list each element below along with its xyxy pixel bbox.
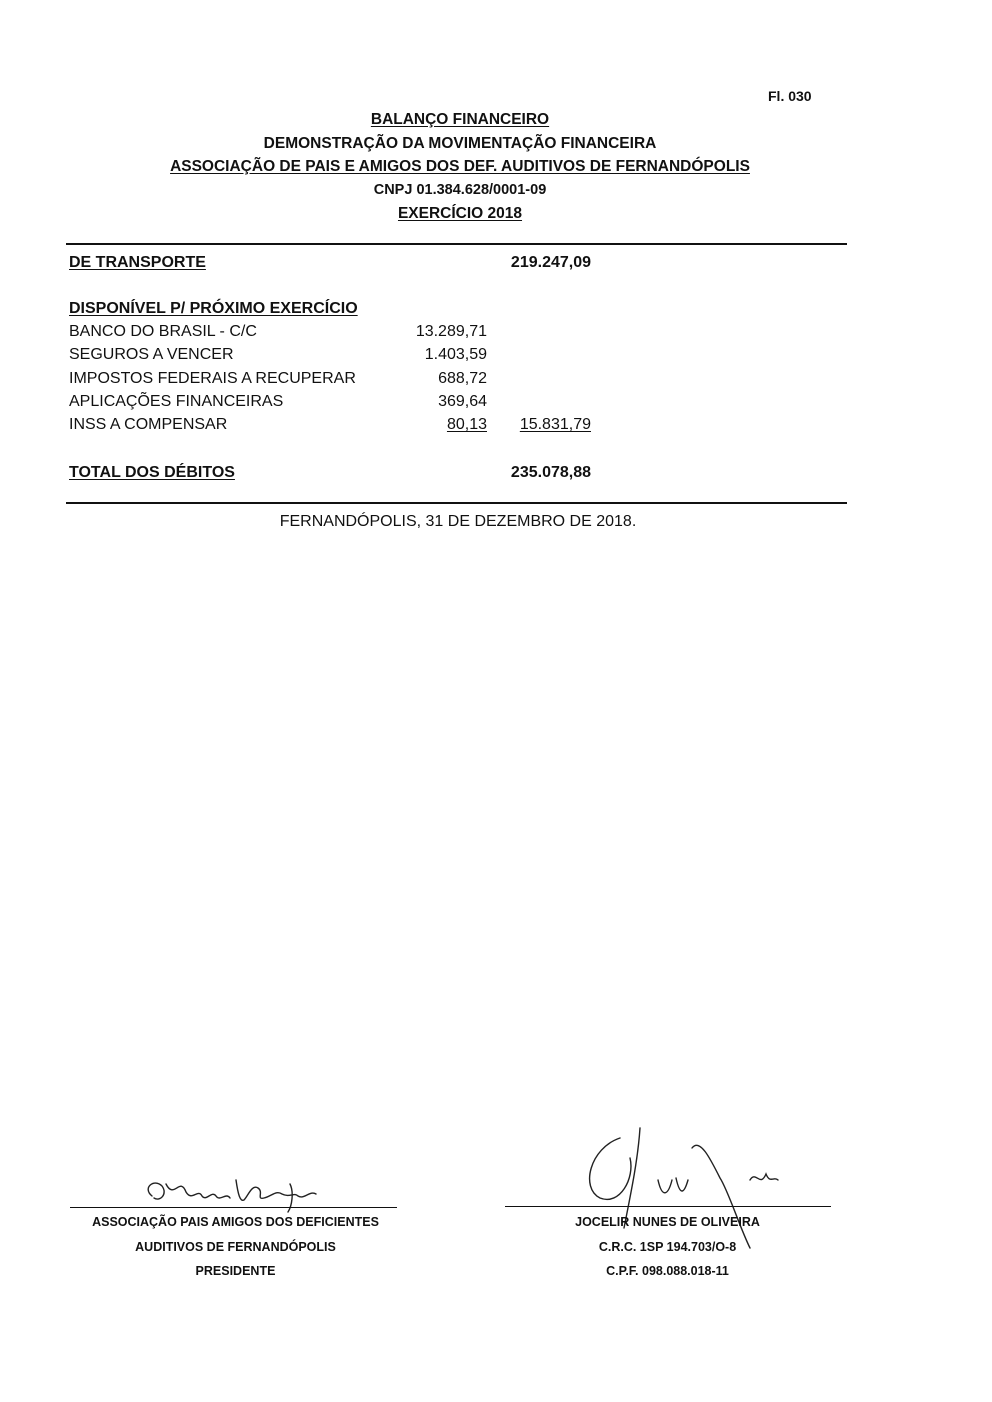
accountant-name: JOCELIR NUNES DE OLIVEIRA: [575, 1215, 760, 1229]
item-label: BANCO DO BRASIL - C/C: [69, 323, 257, 340]
item-value: 688,72: [438, 370, 487, 387]
total-label: TOTAL DOS DÉBITOS: [69, 464, 235, 481]
document-title: BALANÇO FINANCEIRO: [370, 111, 550, 128]
item-label: INSS A COMPENSAR: [69, 416, 228, 433]
item-value: 80,13: [446, 416, 487, 433]
organization-name: ASSOCIAÇÃO DE PAIS E AMIGOS DOS DEF. AUDITIVOS DE FERNANDÓPOLIS: [170, 158, 750, 175]
accountant-signature: [580, 1118, 800, 1258]
president-entity: ASSOCIAÇÃO PAIS AMIGOS DOS DEFICIENTES: [92, 1215, 379, 1229]
top-divider: [66, 243, 847, 245]
fiscal-year: EXERCÍCIO 2018: [397, 205, 523, 222]
place-date: FERNANDÓPOLIS, 31 DE DEZEMBRO DE 2018.: [279, 513, 637, 530]
president-entity-city: AUDITIVOS DE FERNANDÓPOLIS: [135, 1240, 336, 1254]
president-signature-line: [70, 1207, 397, 1208]
item-label: IMPOSTOS FEDERAIS A RECUPERAR: [69, 370, 356, 387]
item-value: 369,64: [438, 393, 487, 410]
cnpj-number: CNPJ 01.384.628/0001-09: [373, 182, 547, 198]
item-value: 1.403,59: [424, 346, 487, 363]
disponivel-subtotal: 15.831,79: [519, 416, 591, 433]
document-subtitle: DEMONSTRAÇÃO DA MOVIMENTAÇÃO FINANCEIRA: [263, 135, 657, 152]
item-value: 13.289,71: [415, 323, 487, 340]
item-label: SEGUROS A VENCER: [69, 346, 234, 363]
bottom-divider: [66, 502, 847, 504]
total-value: 235.078,88: [510, 464, 591, 481]
transporte-value: 219.247,09: [510, 254, 591, 271]
president-role: PRESIDENTE: [195, 1264, 276, 1278]
accountant-crc: C.R.C. 1SP 194.703/O-8: [598, 1240, 737, 1254]
item-label: APLICAÇÕES FINANCEIRAS: [69, 393, 284, 410]
president-signature: [140, 1166, 340, 1216]
page-reference: Fl. 030: [768, 88, 812, 104]
accountant-signature-line: [505, 1206, 831, 1207]
disponivel-heading: DISPONÍVEL P/ PRÓXIMO EXERCÍCIO: [69, 300, 358, 317]
accountant-cpf: C.P.F. 098.088.018-11: [606, 1264, 729, 1278]
transporte-label: DE TRANSPORTE: [69, 254, 206, 271]
